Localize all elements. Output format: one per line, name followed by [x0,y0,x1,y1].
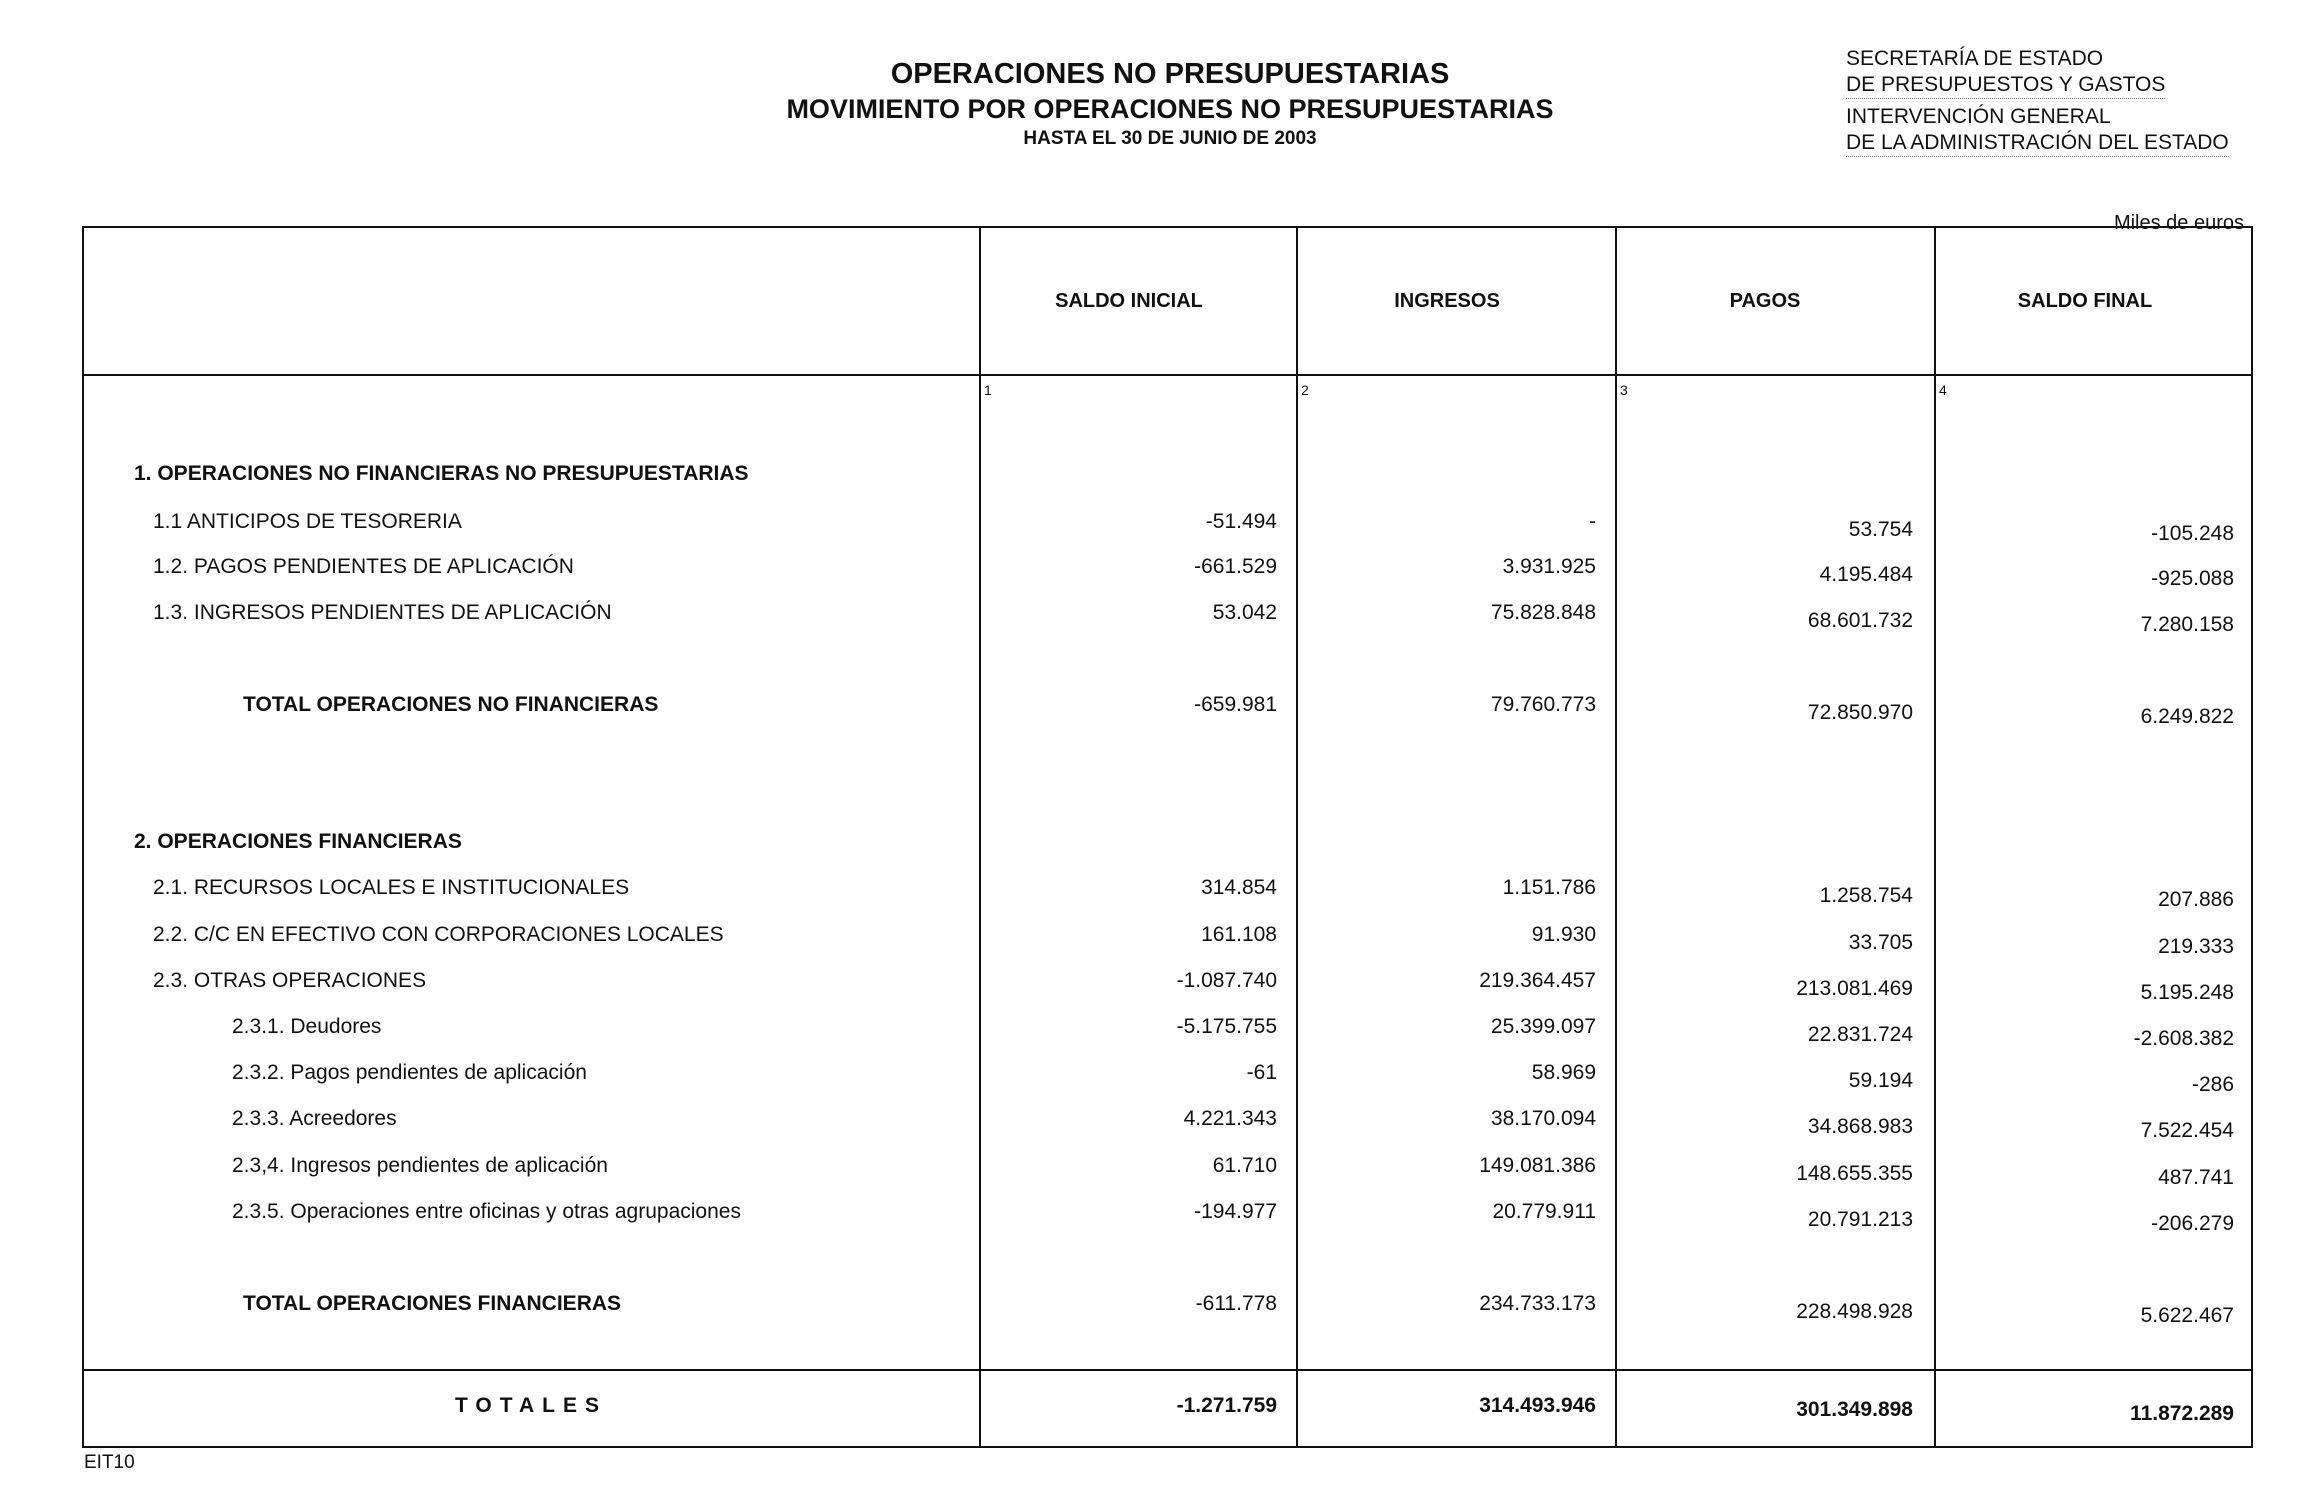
cell-value: 68.601.732 [1807,609,1913,632]
cell-value: 219.364.457 [1479,969,1596,992]
cell-value: -105.248 [2151,522,2234,545]
row-label: 2.3.1. Deudores [232,1015,382,1038]
row-label: 2.3,4. Ingresos pendientes de aplicación [232,1154,608,1177]
cell-value: -661.529 [1194,555,1277,578]
org-line: INTERVENCIÓN GENERAL [1846,105,2111,128]
column-number: 1 [984,382,992,398]
row-label: 1.3. INGRESOS PENDIENTES DE APLICACIÓN [153,601,612,624]
cell-value: - [1589,510,1596,533]
cell-value: -1.087.740 [1176,969,1277,992]
cell-value: -61 [1246,1061,1277,1084]
cell-value: -5.175.755 [1176,1015,1277,1038]
cell-value: 22.831.724 [1807,1023,1913,1046]
cell-value: 75.828.848 [1490,601,1596,624]
units-label: Miles de euros [2113,212,2244,234]
cell-value: 58.969 [1531,1061,1596,1084]
org-line: DE LA ADMINISTRACIÓN DEL ESTADO [1846,130,2229,157]
row-label: 2.2. C/C EN EFECTIVO CON CORPORACIONES LOCALES [153,923,724,946]
cell-value: 7.522.454 [2140,1119,2234,1142]
cell-value: 53.042 [1212,601,1277,624]
cell-value: 72.850.970 [1807,701,1913,724]
cell-value: -51.494 [1205,510,1277,533]
cell-value: 53.754 [1848,518,1913,541]
row-label: TOTAL OPERACIONES NO FINANCIERAS [243,693,659,716]
column-header-saldo-final: SALDO FINAL [2017,290,2153,312]
column-number: 2 [1301,382,1309,398]
row-label: 1. OPERACIONES NO FINANCIERAS NO PRESUPUESTARIAS [134,462,749,485]
cell-value: 148.655.355 [1796,1162,1913,1185]
cell-value: 5.195.248 [2140,981,2234,1004]
cell-value: 20.779.911 [1492,1200,1596,1223]
row-label: 2.3.5. Operaciones entre oficinas y otras agrupaciones [232,1200,741,1223]
cell-value: -2.608.382 [2133,1027,2234,1050]
cell-value: 314.854 [1201,876,1277,899]
cell-value: 234.733.173 [1479,1292,1596,1315]
cell-value: 149.081.386 [1479,1154,1596,1177]
cell-value: 4.195.484 [1819,563,1913,586]
report-title: OPERACIONES NO PRESUPUESTARIAS [890,58,1450,90]
cell-value: 33.705 [1848,931,1913,954]
cell-value: 3.931.925 [1502,555,1596,578]
column-divider [979,226,981,1448]
cell-value: 25.399.097 [1490,1015,1596,1038]
column-header-saldo-inicial: SALDO INICIAL [1055,290,1203,312]
totals-value: 11.872.289 [2130,1402,2234,1425]
cell-value: 79.760.773 [1490,693,1596,716]
cell-value: 219.333 [2158,935,2234,958]
column-divider [1615,226,1617,1448]
cell-value: 91.930 [1531,923,1596,946]
totals-value: 301.349.898 [1796,1398,1913,1421]
cell-value: 38.170.094 [1490,1107,1596,1130]
org-secretaria [1846,46,2165,99]
cell-value: 34.868.983 [1807,1115,1913,1138]
report-date: HASTA EL 30 DE JUNIO DE 2003 [1023,128,1317,149]
totals-value: -1.271.759 [1176,1394,1277,1417]
row-label: 2.3. OTRAS OPERACIONES [153,969,427,992]
cell-value: -611.778 [1195,1292,1277,1315]
totals-divider [82,1369,2253,1371]
org-line: DE PRESUPUESTOS Y GASTOS [1846,72,2165,99]
cell-value: 161.108 [1201,923,1277,946]
cell-value: 59.194 [1848,1069,1913,1092]
row-label: 2.3.2. Pagos pendientes de aplicación [232,1061,587,1084]
column-header-ingresos: INGRESOS [1394,290,1500,312]
column-header-pagos: PAGOS [1729,290,1801,312]
row-label: 2.3.3. Acreedores [232,1107,397,1130]
cell-value: 20.791.213 [1807,1208,1913,1231]
org-line: SECRETARÍA DE ESTADO [1846,47,2104,70]
cell-value: 487.741 [2158,1166,2234,1189]
cell-value: 4.221.343 [1183,1107,1277,1130]
row-label: 1.2. PAGOS PENDIENTES DE APLICACIÓN [153,555,574,578]
column-divider [1296,226,1298,1448]
column-number: 3 [1620,382,1628,398]
cell-value: -286 [2191,1073,2234,1096]
totals-label: TOTALES [454,1394,608,1417]
cell-value: 5.622.467 [2140,1304,2234,1327]
cell-value: 207.886 [2158,888,2234,911]
org-intervencion [1846,104,2229,157]
header-divider [82,374,2253,376]
row-label: 2.1. RECURSOS LOCALES E INSTITUCIONALES [153,876,630,899]
cell-value: 228.498.928 [1796,1300,1913,1323]
cell-value: -206.279 [2151,1212,2234,1235]
cell-value: -194.977 [1194,1200,1277,1223]
row-label: 2. OPERACIONES FINANCIERAS [134,830,462,853]
cell-value: 1.258.754 [1819,884,1913,907]
row-label: 1.1 ANTICIPOS DE TESORERIA [153,510,462,533]
row-label: TOTAL OPERACIONES FINANCIERAS [243,1292,622,1315]
cell-value: 61.710 [1212,1154,1277,1177]
report-subtitle: MOVIMIENTO POR OPERACIONES NO PRESUPUESTARIAS [786,94,1554,124]
cell-value: -659.981 [1194,693,1277,716]
cell-value: 6.249.822 [2140,705,2234,728]
cell-value: 213.081.469 [1796,977,1913,1000]
cell-value: 7.280.158 [2140,613,2234,636]
column-number: 4 [1939,382,1947,398]
cell-value: 1.151.786 [1502,876,1596,899]
totals-value: 314.493.946 [1479,1394,1596,1417]
column-divider [1934,226,1936,1448]
cell-value: -925.088 [2151,567,2234,590]
footer-code: EIT10 [84,1452,135,1473]
